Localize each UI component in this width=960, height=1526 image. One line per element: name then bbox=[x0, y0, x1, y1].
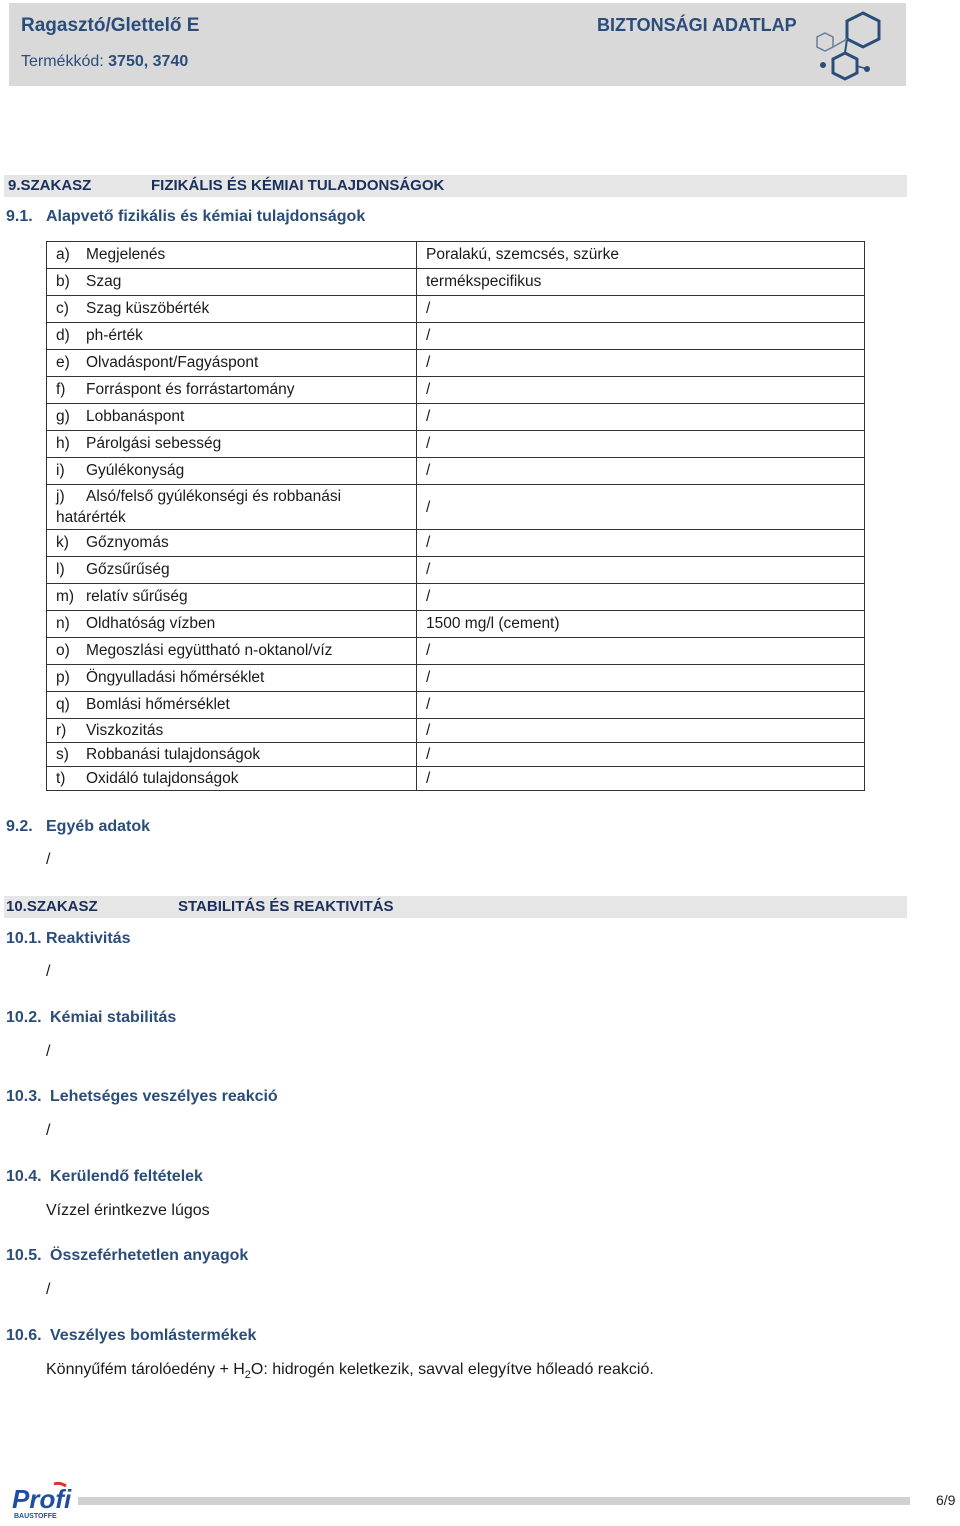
property-name-cell bbox=[47, 269, 417, 296]
property-name: Forráspont és forrástartomány bbox=[86, 381, 295, 398]
page-header bbox=[9, 3, 906, 86]
section-10-title: STABILITÁS ÉS REAKTIVITÁS bbox=[178, 898, 394, 915]
property-name-cell bbox=[47, 350, 417, 377]
subsection-title: Reaktivitás bbox=[46, 930, 131, 947]
subsection-10-1-heading bbox=[6, 930, 131, 948]
subsection-10-3-heading bbox=[6, 1088, 278, 1106]
page-number: 6/9 bbox=[936, 1492, 956, 1508]
property-name: Szag küszöbérték bbox=[86, 300, 210, 317]
subsection-10-2-heading bbox=[6, 1009, 176, 1027]
property-value: / bbox=[417, 530, 865, 557]
subsection-title: Kerülendő feltételek bbox=[50, 1168, 203, 1185]
property-name-cell bbox=[47, 323, 417, 350]
subsection-number: 10.3. bbox=[6, 1088, 42, 1105]
property-name-cell bbox=[47, 530, 417, 557]
properties-table bbox=[46, 241, 865, 791]
property-name-cell bbox=[47, 242, 417, 269]
property-name-cell bbox=[47, 584, 417, 611]
property-letter: a) bbox=[56, 246, 70, 263]
subsection-number: 9.1. bbox=[6, 208, 33, 225]
property-value: / bbox=[417, 485, 865, 530]
property-name: Bomlási hőmérséklet bbox=[86, 696, 230, 713]
subsection-10-3-text: / bbox=[46, 1122, 51, 1139]
subsection-number: 10.2. bbox=[6, 1009, 42, 1026]
property-row bbox=[47, 767, 865, 791]
property-row bbox=[47, 638, 865, 665]
property-name-cell bbox=[47, 377, 417, 404]
property-name-cell bbox=[47, 431, 417, 458]
property-letter: r) bbox=[56, 721, 67, 739]
property-name-cell bbox=[47, 638, 417, 665]
subsection-title: Lehetséges veszélyes reakció bbox=[50, 1088, 278, 1105]
decomposition-text-start: Könnyűfém tárolóedény + H bbox=[46, 1361, 245, 1378]
property-row bbox=[47, 665, 865, 692]
property-name: Gőznyomás bbox=[86, 534, 169, 551]
property-name: Gőzsűrűség bbox=[86, 561, 170, 578]
profi-logo bbox=[10, 1480, 74, 1522]
property-name-cell bbox=[47, 665, 417, 692]
product-code bbox=[21, 53, 188, 71]
property-row bbox=[47, 719, 865, 743]
decomposition-text-end: O: hidrogén keletkezik, savval elegyítve hőleadó reakció. bbox=[250, 1361, 654, 1378]
property-row bbox=[47, 323, 865, 350]
subsection-10-4-text: Vízzel érintkezve lúgos bbox=[46, 1202, 210, 1219]
property-name: Lobbanáspont bbox=[86, 408, 185, 425]
property-name: Oldhatóság vízben bbox=[86, 615, 216, 632]
subsection-number: 10.4. bbox=[6, 1168, 42, 1185]
property-value: / bbox=[417, 719, 865, 743]
property-name-continued: határérték bbox=[56, 509, 126, 526]
property-value: / bbox=[417, 404, 865, 431]
property-name-cell bbox=[47, 296, 417, 323]
property-letter: h) bbox=[56, 435, 70, 452]
section-9-number: 9.SZAKASZ bbox=[8, 177, 92, 194]
subsection-10-5-heading bbox=[6, 1247, 248, 1265]
property-name: Olvadáspont/Fagyáspont bbox=[86, 354, 259, 371]
product-code-value: 3750, 3740 bbox=[108, 53, 189, 70]
property-row bbox=[47, 350, 865, 377]
subsection-title: Összeférhetetlen anyagok bbox=[50, 1247, 249, 1264]
property-value: / bbox=[417, 743, 865, 767]
section-10-number: 10.SZAKASZ bbox=[6, 898, 98, 915]
property-value: / bbox=[417, 665, 865, 692]
property-value: / bbox=[417, 431, 865, 458]
property-row bbox=[47, 557, 865, 584]
property-name-cell bbox=[47, 557, 417, 584]
logo-text: Profi bbox=[12, 1484, 72, 1514]
section-9-bar bbox=[4, 175, 907, 197]
property-letter: n) bbox=[56, 615, 70, 632]
subsection-10-2-text: / bbox=[46, 1043, 51, 1060]
property-letter: p) bbox=[56, 669, 70, 686]
property-row bbox=[47, 611, 865, 638]
subsection-title: Kémiai stabilitás bbox=[50, 1009, 177, 1026]
property-row bbox=[47, 377, 865, 404]
property-value: / bbox=[417, 350, 865, 377]
logo-subtext: BAUSTOFFE bbox=[14, 1513, 57, 1520]
property-name: ph-érték bbox=[86, 327, 143, 344]
property-letter: k) bbox=[56, 534, 69, 551]
property-row bbox=[47, 404, 865, 431]
property-name-cell bbox=[47, 719, 417, 743]
property-row bbox=[47, 692, 865, 719]
footer-bar bbox=[78, 1497, 910, 1505]
property-row bbox=[47, 458, 865, 485]
property-letter: l) bbox=[56, 561, 65, 578]
property-letter: t) bbox=[56, 769, 66, 787]
subsection-number: 10.1. bbox=[6, 930, 42, 947]
property-name: relatív sűrűség bbox=[86, 588, 188, 605]
property-letter: q) bbox=[56, 696, 70, 713]
subsection-number: 10.6. bbox=[6, 1327, 42, 1344]
property-value: 1500 mg/l (cement) bbox=[417, 611, 865, 638]
property-letter: j) bbox=[56, 488, 65, 505]
property-value: / bbox=[417, 296, 865, 323]
property-row bbox=[47, 242, 865, 269]
property-letter: d) bbox=[56, 327, 70, 344]
property-letter: f) bbox=[56, 381, 66, 398]
property-name: Öngyulladási hőmérséklet bbox=[86, 669, 265, 686]
subsection-10-1-text: / bbox=[46, 963, 51, 980]
property-letter: g) bbox=[56, 408, 70, 425]
subsection-number: 9.2. bbox=[6, 818, 33, 835]
property-letter: b) bbox=[56, 273, 70, 290]
property-value: termékspecifikus bbox=[417, 269, 865, 296]
property-letter: i) bbox=[56, 462, 65, 479]
product-title: Ragasztó/Glettelő E bbox=[21, 15, 200, 36]
property-row bbox=[47, 296, 865, 323]
property-value: / bbox=[417, 638, 865, 665]
property-name-cell bbox=[47, 611, 417, 638]
decomposition-subscript: 2 bbox=[244, 1369, 251, 1382]
property-row bbox=[47, 485, 865, 530]
property-row bbox=[47, 530, 865, 557]
property-name: Megoszlási együttható n-oktanol/víz bbox=[86, 642, 333, 659]
property-name-cell bbox=[47, 692, 417, 719]
subsection-10-6-text bbox=[46, 1361, 654, 1381]
property-name-cell bbox=[47, 404, 417, 431]
property-letter: o) bbox=[56, 642, 70, 659]
property-letter: s) bbox=[56, 745, 69, 763]
section-10-bar bbox=[4, 896, 907, 918]
property-value: / bbox=[417, 692, 865, 719]
property-name: Robbanási tulajdonságok bbox=[86, 745, 261, 763]
property-name-cell bbox=[47, 767, 417, 791]
property-name-cell bbox=[47, 743, 417, 767]
property-value: / bbox=[417, 557, 865, 584]
property-name: Alsó/felső gyúlékonségi és robbanási bbox=[86, 488, 342, 505]
property-name: Viszkozitás bbox=[86, 721, 164, 739]
property-letter: e) bbox=[56, 354, 70, 371]
section-9-title: FIZIKÁLIS ÉS KÉMIAI TULAJDONSÁGOK bbox=[151, 177, 445, 194]
property-name-cell bbox=[47, 458, 417, 485]
subsection-title: Egyéb adatok bbox=[46, 818, 151, 835]
property-value: Poralakú, szemcsés, szürke bbox=[417, 242, 865, 269]
property-name: Oxidáló tulajdonságok bbox=[86, 769, 239, 787]
property-row bbox=[47, 431, 865, 458]
property-row bbox=[47, 584, 865, 611]
property-name: Szag bbox=[86, 273, 122, 290]
property-value: / bbox=[417, 458, 865, 485]
property-letter: c) bbox=[56, 300, 69, 317]
property-value: / bbox=[417, 377, 865, 404]
subsection-10-4-heading bbox=[6, 1168, 203, 1186]
property-row bbox=[47, 269, 865, 296]
property-value: / bbox=[417, 323, 865, 350]
subsection-title: Alapvető fizikális és kémiai tulajdonságok bbox=[46, 208, 366, 225]
chemical-structure-icon bbox=[807, 9, 889, 83]
property-name: Megjelenés bbox=[86, 246, 166, 263]
subsection-9-1-heading bbox=[6, 208, 365, 226]
subsection-title: Veszélyes bomlástermékek bbox=[50, 1327, 257, 1344]
subsection-number: 10.5. bbox=[6, 1247, 42, 1264]
property-name: Párolgási sebesség bbox=[86, 435, 222, 452]
property-row bbox=[47, 743, 865, 767]
subsection-10-6-heading bbox=[6, 1327, 256, 1345]
document-type: BIZTONSÁGI ADATLAP bbox=[597, 15, 797, 35]
product-code-label: Termékkód: bbox=[21, 53, 104, 70]
subsection-9-2-text: / bbox=[46, 851, 51, 868]
property-value: / bbox=[417, 767, 865, 791]
property-name: Gyúlékonyság bbox=[86, 462, 185, 479]
subsection-10-5-text: / bbox=[46, 1281, 51, 1298]
subsection-9-2-heading bbox=[6, 818, 150, 836]
property-value: / bbox=[417, 584, 865, 611]
property-letter: m) bbox=[56, 588, 75, 605]
property-name-cell bbox=[47, 485, 417, 530]
